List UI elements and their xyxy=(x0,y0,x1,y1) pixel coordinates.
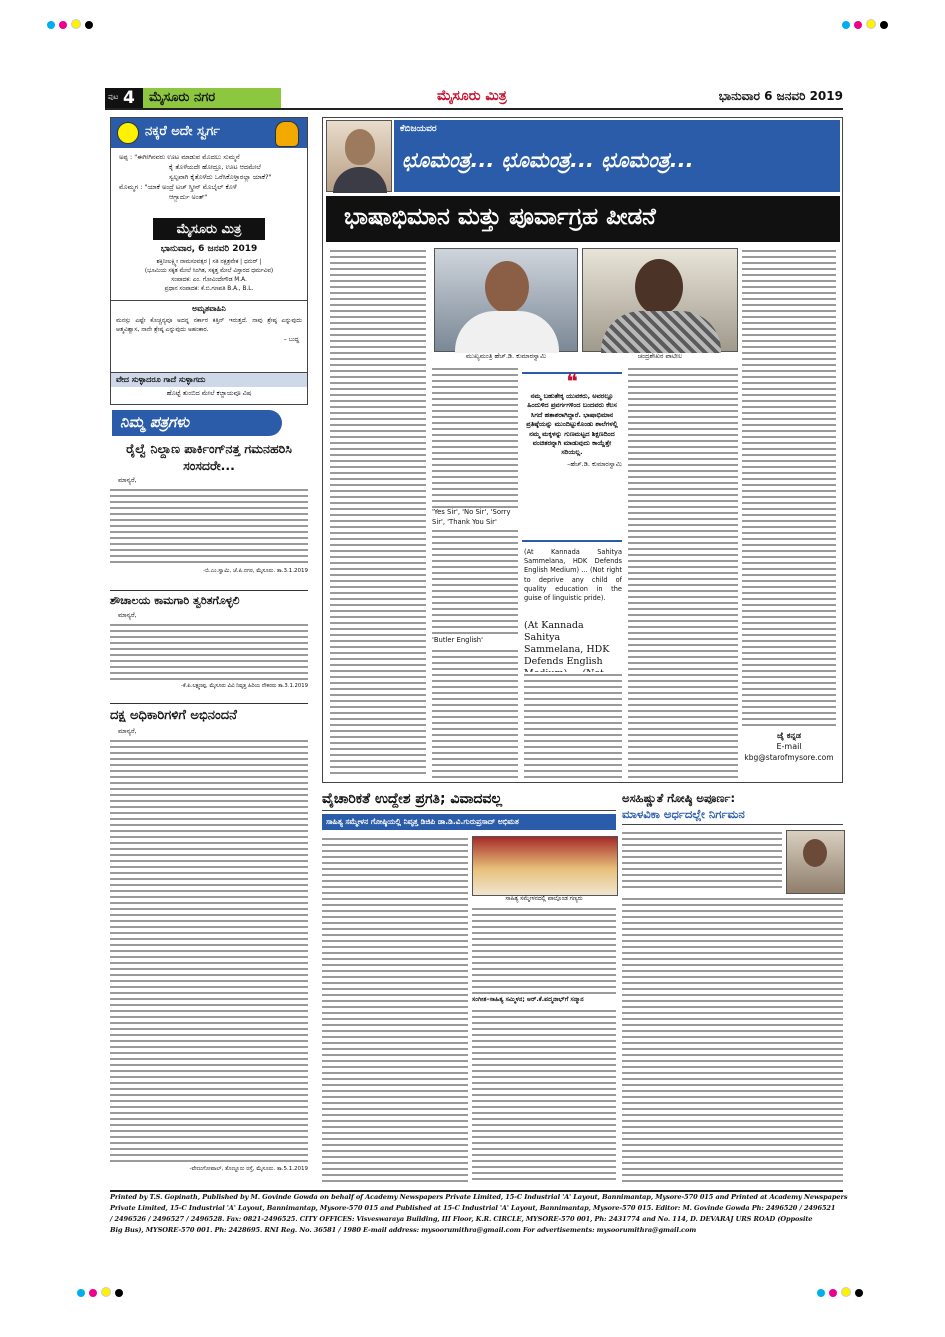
imprint-footer xyxy=(110,1190,848,1252)
photo-body xyxy=(455,311,559,353)
nakkare-header xyxy=(111,118,307,148)
english-excerpt-text: (At Kannada Sahitya Sammelana, HDK Defends English Medium) ... (Not right to deprive any child of quality education in the guise of linguistic pride). xyxy=(524,548,622,603)
eng-inline-2 xyxy=(432,636,518,646)
letters-title: ನಿಮ್ಮ ಪತ್ರಗಳು xyxy=(120,413,190,431)
amrutha-box xyxy=(111,300,307,368)
divider xyxy=(110,590,308,591)
eng-inline-2-text: 'Butler English' xyxy=(432,636,483,644)
signoff-block xyxy=(742,730,836,778)
letter-1 xyxy=(110,440,308,590)
imprint-line-3: / 2496526 / 2496527 / 2496528. Fax: 0821-2496525. CITY OFFICES: Visveswaraya Building, III Floor, K.R. CIRCLE, MYSORE-570 001, Ph: 2431774 and No. 114, D. DEVARAJ URS ROAD (Opposite xyxy=(110,1215,813,1223)
imprint-line-4: Big Bus), MYSORE-570 001. Ph: 2428695. RNI Reg. No. 36581 / 1980 E-mail address: mysoorumithra@gmail.com For advertisements: mysoorumithra@gmail.com xyxy=(110,1226,697,1234)
cartoon-figure-icon xyxy=(275,121,299,147)
photo-kumaraswamy xyxy=(434,248,578,352)
section-label-box xyxy=(143,88,281,108)
story-1 xyxy=(322,790,616,1186)
letter-3-title: ದಕ್ಷ ಅಧಿಕಾರಿಗಳಿಗೆ ಅಭಿನಂದನೆ xyxy=(110,708,237,723)
photo-head xyxy=(485,261,529,313)
story-1-col-2b xyxy=(472,1008,616,1182)
amrutha-title: ಅಮೃತವಾಹಿನಿ xyxy=(192,304,226,313)
main-col-2 xyxy=(432,366,518,778)
english-excerpt-emph-text: (At Kannada Sahitya Sammelana, HDK Defends English xyxy=(524,620,610,667)
registration-dots-bottom-left xyxy=(75,1282,125,1301)
joke-line-3: ಸ್ವಲ್ಪವಾಗಿ ಕೈತೊಳೆದು ಒರೆಸಿಕೊಳ್ತಾರಲ್ಲಾ ಯಾಕೆ?" xyxy=(169,173,272,181)
page-header xyxy=(105,86,843,110)
letter-1-body xyxy=(110,487,308,565)
signoff: ಜೈ ಕನ್ನಡ xyxy=(776,731,802,740)
eng-inline xyxy=(432,508,518,527)
amrutha-sign: – ಬುದ್ಧ xyxy=(283,336,299,343)
main-col-5 xyxy=(742,248,836,726)
column-tag: ಕೆಬಿಜಯವರ xyxy=(400,124,437,134)
letter-1-title: ರೈಲ್ವೆ ನಿಲ್ದಾಣ ಪಾರ್ಕಿಂಗ್‌ನತ್ತ ಗಮನಹರಿಸಿ ಸಂಸದರೇ... xyxy=(126,441,292,473)
letter-3-body xyxy=(110,738,308,1163)
letter-1-sign: -ಬಿ.ಎಂ.ಸ್ವಾಮಿ, ಜೆ.ಪಿ.ನಗರ, ಮೈಸೂರು. ತಾ.3.1.2019 xyxy=(203,568,308,574)
photo-head xyxy=(635,259,683,315)
story-1-col-2a xyxy=(472,906,616,994)
joke-line-2: ಕೈ ತೊಳೆಯದೇ ಹೋದ್ರೂ, ಊಟ ಆದಮೇಲೆ xyxy=(169,163,261,171)
story-1-photo xyxy=(472,836,618,896)
english-excerpt xyxy=(524,548,622,618)
headline-banner xyxy=(326,196,840,242)
story-1-para-head: ಸಂಗೀತ–ಸಾಹಿತ್ಯ ಸಮ್ಮಿಳನ; ಅರ್.ಕೆ.ಪದ್ಮನಾಭ್‌ಗೆ ಸನ್ಮಾನ xyxy=(472,996,584,1003)
column-name: ಛೂಮಂತ್ರ... ಛೂಮಂತ್ರ... ಛೂಮಂತ್ರ... xyxy=(402,148,694,172)
story-1-caption: ಸಾಹಿತ್ಯ ಸಮ್ಮೇಳನದಲ್ಲಿ ಪಾಲ್ಗೊಂಡ ಗಣ್ಯರು xyxy=(505,896,583,902)
page-number-badge xyxy=(105,88,143,108)
story-2-photo xyxy=(786,830,845,894)
proverb-box xyxy=(111,372,307,404)
email-address: kbg@starofmysore.com xyxy=(744,753,834,762)
pull-quote xyxy=(522,372,622,542)
imprint-line-1: Printed by T.S. Gopinath, Published by M. Govinde Gowda on behalf of Academy Newspapers Private Limited, 15-C Industrial 'A' Layout, Bannimantap, Mysore-570 015 and Printed at Academy Newspapers xyxy=(110,1193,848,1201)
english-excerpt-emph xyxy=(524,620,622,668)
photo-body xyxy=(601,311,721,353)
eng-inline-text: 'Yes Sir', 'No Sir', 'Sorry Sir', 'Thank You Sir' xyxy=(432,508,511,526)
paper-name-box xyxy=(153,218,265,240)
letter-2-salute: ಮಾನ್ಯರೆ, xyxy=(118,611,137,619)
paper-name: ಮೈಸೂರು ಮಿತ್ರ xyxy=(176,222,242,237)
laughing-face-icon xyxy=(117,122,139,144)
story-2-body xyxy=(622,896,843,1182)
paper-date: ಭಾನುವಾರ, 6 ಜನವರಿ 2019 xyxy=(160,244,258,254)
quote-mark-icon: ❝ xyxy=(566,370,578,395)
quote-text: ನಮ್ಮ ಬಹುತೇಕ್ಕ ಯುವಕರು, ಅವರಲ್ಲೂ ಹಿಂದುಳಿದ ಪ್ರವರ್ಗಗಳಿಂದ ಬಂದವರು ಕೆಲಸ ಸಿಗದೆ ಹತಾಶರಾಗಿದ್ದಾರೆ. ಭಾಷಾಭಿಮಾನ ಪ್ರತಿಷ್ಠೆಯನ್ನು ಮುಂದಿಟ್ಟುಕೊಂಡು ಶಾಲೆಗಳಲ್ಲಿ ನಮ್ಮ ಮಕ್ಕಳನ್ನು ಗುಣಮಟ್ಟದ ಶಿಕ್ಷಣದಿಂದ ವಂಚಿತರನ್ನಾಗಿ ಮಾಡುವುದು ಕಾಯ್ದೆತ್ತೇ ಸರಿಯಲ್ಲ. xyxy=(526,392,618,457)
story-1-subhead: ಸಾಹಿತ್ಯ ಸಮ್ಮೇಳನ ಗೋಷ್ಠಿಯಲ್ಲಿ ನಿವೃತ್ತ ಡಿಜಿಪಿ ಡಾ.ಡಿ.ವಿ.ಗುರುಪ್ರಸಾದ್ ಅಭಿಮತ xyxy=(322,814,616,830)
joke-line-1: ಅಪ್ಪ : "ಈಗೀಗಿನವರು ಊಟ ಮಾಡುವ ಮೊದಲು ಸುಮ್ಮನೆ xyxy=(119,153,240,161)
caption-1: ಮುಖ್ಯಮಂತ್ರಿ ಹೆಚ್.ಡಿ. ಕುಮಾರಸ್ವಾಮಿ xyxy=(465,352,547,360)
columnist-photo xyxy=(326,120,392,192)
letter-2-sign: -ಕೆ.ಪಿ.ಲಕ್ಷ್ಮಣಪ್ಪ, ಮೈಸೂರು ವಿವಿ ನಿವೃತ್ತ ಹಿರಿಯ ನೌಕರರು ತಾ.3.1.2019 xyxy=(181,683,308,689)
story-2-body-top xyxy=(622,830,782,892)
registration-dots-top-right xyxy=(840,14,890,33)
joke-line-4: ಮೊಮ್ಮಗ : "ಯಾಕೆ ಅಂದ್ರೆ ಟಚ್ ಸ್ಕ್ರೀನ್ ಮೊಬೈಲ್ ಕೊಳೆ xyxy=(119,183,237,191)
amrutha-text: ಮನಸ್ಸು ಎಷ್ಟೇ ಕೊಚ್ಚನ್ಯವೂ ಅದನ್ನ ನರ್ಕಾರ ಕತ್ತಿನ್ ಇರುತ್ತದೆ. ನಾವು ಶ್ರೇಷ್ಠ ಎನ್ನುವುದು ಆತ್ಮವಿಶ್ವಾಸ, ನಾನೇ ಶ್ರೇಷ್ಠ ಎನ್ನುವುದು ಅಹಂಕಾರ. xyxy=(116,317,302,333)
letter-3 xyxy=(110,707,308,1185)
letter-1-salute: ಮಾನ್ಯರೆ, xyxy=(118,476,137,484)
page-prefix: ಪುಟ xyxy=(108,93,119,101)
photo-head xyxy=(803,839,827,867)
photo-patil xyxy=(582,248,738,352)
story-2 xyxy=(622,790,843,1186)
letter-2-body xyxy=(110,622,308,680)
main-col-3b xyxy=(524,672,622,778)
joke-line-5: ಆಗ್ಬಾರ್ದು ಅಂತ್" xyxy=(169,193,208,201)
nakkare-title: ನಕ್ಕರೆ ಅದೇ ಸ್ವರ್ಗ xyxy=(145,124,220,139)
portrait-head xyxy=(345,129,375,165)
letter-3-salute: ಮಾನ್ಯರೆ, xyxy=(118,727,137,735)
story-1-title: ವೈಚಾರಿಕತೆ ಉದ್ದೇಶ ಪ್ರಗತಿ; ವಿವಾದವಲ್ಲ xyxy=(322,790,616,811)
letter-2-title: ಶೌಚಾಲಯ ಕಾಮಗಾರಿ ತ್ವರಿತಗೊಳ್ಳಲಿ xyxy=(110,594,240,607)
page-number: 4 xyxy=(123,88,135,108)
caption-2: ಚಂದ್ರಶೇಖರ ಪಾಟೀಲ xyxy=(637,352,683,360)
story-1-col-1 xyxy=(322,836,468,1182)
paper-info-3: ಸಂಪಾದಕ: ಎಂ. ಗೋವಿಂದೇಗೌಡ M.A. xyxy=(171,277,247,283)
letters-banner xyxy=(112,410,282,436)
story-2-subtitle: ಮಾಳವಿಕಾ ಅರ್ಧದಲ್ಲೇ ನಿರ್ಗಮನ xyxy=(622,806,843,825)
main-headline: ಭಾಷಾಭಿಮಾನ ಮತ್ತು ಪೂರ್ವಾಗ್ರಹ ಪೀಡನೆ xyxy=(344,204,656,230)
letter-2 xyxy=(110,593,308,703)
header-date: ಭಾನುವಾರ 6 ಜನವರಿ 2019 xyxy=(718,89,843,103)
paper-info-2: (ಭೂಮಿಯ ಸಕ್ಕತ ಮೇಲೆ ಸಿಂಗಿತ, ಸಕ್ಕತ್ತ ಮೇಲೆ ವಿಸ್ತಾರದ ಧರ್ಮವಿವ) xyxy=(144,268,274,274)
main-col-1 xyxy=(330,248,426,778)
proverb-sub: ಹೊಟ್ಟೆ ತುಂಬಿದ ಮೇಲೆ ಕಜ್ಜಾಯವೂ ವಿಷ xyxy=(166,389,252,397)
main-col-4 xyxy=(628,366,738,778)
divider xyxy=(110,703,308,704)
registration-dots-top-left xyxy=(45,14,95,33)
portrait-body xyxy=(333,167,387,193)
nakkare-joke xyxy=(119,152,303,202)
nakkare-box xyxy=(110,117,308,405)
paper-info xyxy=(115,258,303,294)
quote-by: –ಹೆಚ್.ಡಿ. ಕುಮಾರಸ್ವಾಮಿ xyxy=(567,459,622,468)
proverb-title: ವೇದ ಸುಳ್ಳಾದರೂ ಗಾದೆ ಸುಳ್ಳಾಗದು xyxy=(111,373,307,387)
masthead-small: ಮೈಸೂರು ಮಿತ್ರ xyxy=(437,88,507,104)
letter-3-sign: -ವೇಣುಗೋಪಾಲ್, ತೊಣ್ಣೂರು ರಸ್ತೆ, ಮೈಸೂರು. ತಾ.5.1.2019 xyxy=(189,1166,308,1172)
paper-info-4: ಪ್ರಧಾನ ಸಂಪಾದಕ: ಕೆ.ಬಿ.ಗಣಪತಿ B.A., B.L. xyxy=(164,286,254,292)
imprint-line-2: Private Limited, 15-C Industrial 'A' Layout, Bannimantap, Mysore-570 015 and Published at 15-C Industrial 'A' Layout, Bannimantap, Mysore-570 015. Editor: M. Govinde Gowda Ph: 2496520 / 2496521 xyxy=(110,1204,836,1212)
story-2-title: ಅಸಹಿಷ್ಣುತೆ ಗೋಷ್ಠಿ ಅಪೂರ್ಣ: xyxy=(622,791,736,805)
email-label: E-mail xyxy=(776,742,802,751)
column-banner xyxy=(394,120,840,192)
registration-dots-bottom-right xyxy=(815,1282,865,1301)
paper-info-1: ಶಕ್ತಿನೀಲಕ್ಷ್ಮೀ ನಾಮಸಂವತ್ಸರ | ಸತಿ ನಕ್ಷತ್ರವೇಕ | ಧನುರ್ | xyxy=(156,259,262,265)
section-label: ಮೈಸೂರು ನಗರ xyxy=(149,90,216,105)
